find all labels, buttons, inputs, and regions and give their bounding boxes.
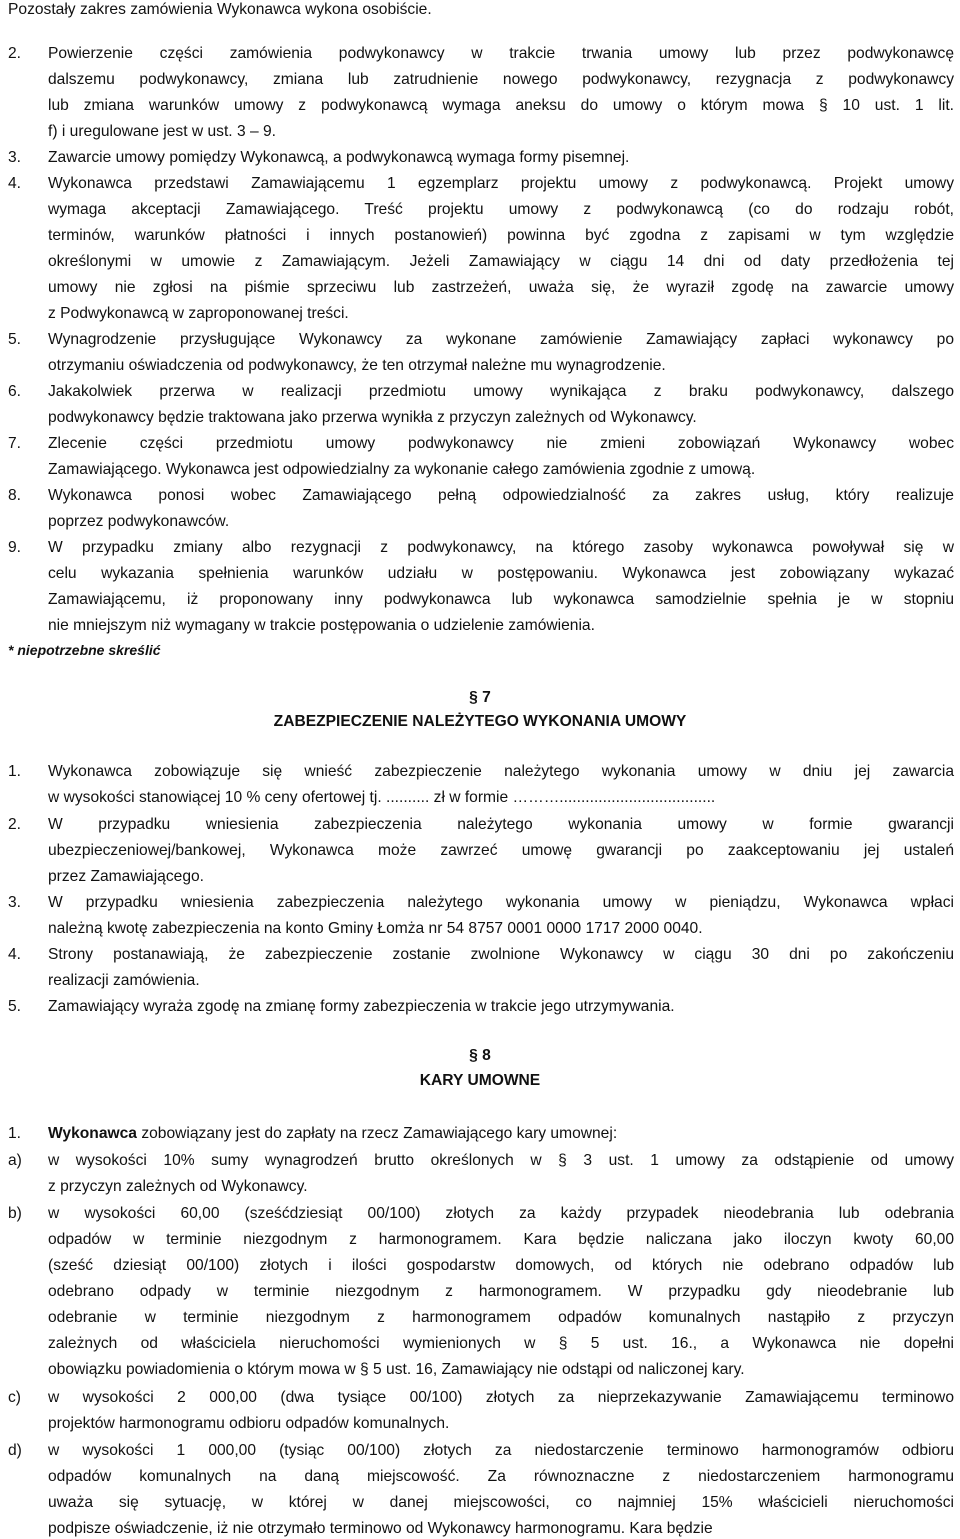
sec6_items-line: z Podwykonawcą w zaproponowanej treści.	[48, 305, 349, 322]
sec6_items-line: lub zmiana warunków umowy z podwykonawcą wymaga aneksu do umowy o którym mowa § 10 ust. 1 lit.	[48, 97, 954, 114]
sec6_items-number: 4.	[8, 175, 22, 192]
sec8.subs-line: zależnych od właściciela nieruchomości wymienionych w § 5 ust. 16., a Wykonawca nie dopełni	[48, 1335, 954, 1352]
sec8.subs-line: odpadów w terminie niezgodnym z harmonogramem. Kara będzie naliczana jako iloczyn kwoty 60,00	[48, 1231, 954, 1248]
section-8-title: KARY UMOWNE	[419, 1072, 541, 1089]
sec7.items-number: 3.	[8, 894, 22, 911]
sec8.subs-line: w wysokości 1 000,00 (tysiąc 00/100) złotych za niedostarczenie terminowo harmonogramów odbioru	[48, 1442, 954, 1459]
sec8.subs-number: c)	[8, 1389, 21, 1406]
sec8.subs-line: uważa się sytuację, w której w danej miejscowości, co najmniej 15% właścicieli nieruchomości	[48, 1494, 954, 1511]
sec6_items-line: Jakakolwiek przerwa w realizacji przedmiotu umowy wynikająca z braku podwykonawcy, dalszego	[48, 383, 954, 400]
sec8-item1-text	[48, 1124, 617, 1144]
sec8.subs-line: obowiązku powiadomienia o którym mowa w § 5 ust. 16, Zamawiający nie odstąpi od naliczonej kary.	[48, 1361, 745, 1378]
intro-text: Pozostały zakres zamówienia Wykonawca wykona osobiście.	[8, 1, 432, 18]
sec6_items-line: Zamawiającemu, iż proponowany inny podwykonawca lub wykonawca samodzielnie spełnia je w stopniu	[48, 591, 954, 608]
sec7.items-line: Wykonawca zobowiązuje się wnieść zabezpieczenie należytego wykonania umowy w dniu jej zawarcia	[48, 763, 954, 780]
sec6_items-number: 5.	[8, 331, 22, 348]
sec6_items-number: 3.	[8, 149, 22, 166]
sec6_items-line: Powierzenie części zamówienia podwykonawcy w trakcie trwania umowy lub przez podwykonawcę	[48, 45, 954, 62]
sec6_items-line: Zlecenie części przedmiotu umowy podwykonawcy nie zmieni zobowiązań Wykonawcy wobec	[48, 435, 954, 452]
footnote: * niepotrzebne skreślić	[8, 642, 161, 658]
sec6_items-line: terminów, warunków płatności i innych postanowień) powinna być zgodna z zapisami w tym względzie	[48, 227, 954, 244]
sec8-item1-number: 1.	[8, 1125, 22, 1142]
sec7.items-line: ubezpieczeniowej/bankowej, Wykonawca może zawrzeć umowę gwarancji po zaakceptowaniu jej ustaleń	[48, 842, 954, 859]
sec6_items-number: 9.	[8, 539, 22, 556]
sec7.items-line: przez Zamawiającego.	[48, 868, 205, 885]
section-8-paragraph-sign: § 8	[469, 1047, 491, 1064]
sec8.subs-number: a)	[8, 1152, 22, 1169]
sec7.items-line: W przypadku wniesienia zabezpieczenia należytego wykonania umowy w formie gwarancji	[48, 816, 954, 833]
sec6_items-line: Wykonawca ponosi wobec Zamawiającego pełną odpowiedzialność za zakres usług, który realizuje	[48, 487, 954, 504]
sec6_items-line: poprzez podwykonawców.	[48, 513, 230, 530]
sec6_items-number: 7.	[8, 435, 22, 452]
sec8.subs-number: d)	[8, 1442, 22, 1459]
sec8.subs-line: podpisze oświadczenie, iż nie otrzymało terminowo od Wykonawcy harmonogramu. Kara będzie	[48, 1520, 713, 1537]
sec7.items-line: W przypadku wniesienia zabezpieczenia należytego wykonania umowy w pieniądzu, Wykonawca wpłaci	[48, 894, 954, 911]
sec6_items-line: wymaga akceptacji Zamawiającego. Treść projektu umowy z podwykonawcą (co do rodzaju robót,	[48, 201, 954, 218]
sec7.items-number: 1.	[8, 763, 22, 780]
sec6_items-line: celu wykazania spełnienia warunków udziału w postępowaniu. Wykonawca jest zobowiązany wykazać	[48, 565, 954, 582]
sec6_items-number: 2.	[8, 45, 22, 62]
sec6_items-line: nie mniejszym niż wymagany w trakcie postępowania o udzielenie zamówienia.	[48, 617, 595, 634]
sec8.subs-line: w wysokości 2 000,00 (dwa tysiące 00/100) złotych za nieprzekazywanie Zamawiającemu terminowo	[48, 1389, 954, 1406]
sec7.items-number: 5.	[8, 998, 22, 1015]
sec6_items-line: Wynagrodzenie przysługujące Wykonawcy za wykonane zamówienie Zamawiający zapłaci wykonawcy po	[48, 331, 954, 348]
sec6_items-line: podwykonawcy będzie traktowana jako przerwa wynikła z przyczyn zależnych od Wykonawcy.	[48, 409, 697, 426]
sec7.items-number: 2.	[8, 816, 22, 833]
sec6_items-line: Wykonawca przedstawi Zamawiającemu 1 egzemplarz projektu umowy z podwykonawcą. Projekt umowy	[48, 175, 954, 192]
sec8.subs-line: w wysokości 60,00 (sześćdziesiąt 00/100) złotych za każdy przypadek nieodebrania lub odebrania	[48, 1205, 954, 1222]
sec6_items-line: W przypadku zmiany albo rezygnacji z podwykonawcy, na którego zasoby wykonawca powoływał się w	[48, 539, 954, 556]
sec8.subs-number: b)	[8, 1205, 22, 1222]
sec8.subs-line: (sześć dziesiąt 00/100) złotych i ilości gospodarstw domowych, od których nie odebrano odpadów lub	[48, 1257, 954, 1274]
sec7.items-line: w wysokości stanowiącej 10 % ceny ofertowej tj. .......... zł w formie ………....................................	[48, 789, 716, 806]
sec7.items-line: Strony postanawiają, że zabezpieczenie zostanie zwolnione Wykonawcy w ciągu 30 dni po zakończeniu	[48, 946, 954, 963]
sec6_items-line: Zamawiającego. Wykonawca jest odpowiedzialny za wykonanie całego zamówienia zgodnie z umową.	[48, 461, 756, 478]
sec8.subs-line: w wysokości 10% sumy wynagrodzeń brutto określonych w § 3 ust. 1 umowy za odstąpienie od umowy	[48, 1152, 954, 1169]
sec6_items-number: 6.	[8, 383, 22, 400]
sec8-item1-rest: zobowiązany jest do zapłaty na rzecz Zamawiającego kary umownej:	[136, 1125, 618, 1142]
sec7.items-line: realizacji zamówienia.	[48, 972, 200, 989]
section-7-paragraph-sign: § 7	[469, 689, 491, 706]
sec6_items-line: f) i uregulowane jest w ust. 3 – 9.	[48, 123, 276, 140]
sec6_items-line: Zawarcie umowy pomiędzy Wykonawcą, a podwykonawcą wymaga formy pisemnej.	[48, 149, 630, 166]
sec6_items-line: umowy nie zgłosi na piśmie sprzeciwu lub zastrzeżeń, uważa się, że wyraził zgodę na zawarcie umowy	[48, 279, 954, 296]
sec7.items-line: Zamawiający wyraża zgodę na zmianę formy zabezpieczenia w trakcie jego utrzymywania.	[48, 998, 675, 1015]
sec8.subs-line: projektów harmonogramu odbioru odpadów komunalnych.	[48, 1415, 450, 1432]
sec8.subs-line: odebrano odpady w terminie niezgodnym z harmonogramem. W przypadku gdy nieodebranie lub	[48, 1283, 954, 1300]
sec6_items-number: 8.	[8, 487, 22, 504]
sec6_items-line: określonymi w umowie z Zamawiającym. Jeżeli Zamawiający w ciągu 14 dni od daty przedłożenia tej	[48, 253, 954, 270]
sec8.subs-line: odebranie w terminie niezgodnym z harmonogramem odpadów komunalnych nastąpiło z przyczyn	[48, 1309, 954, 1326]
sec8-item1-bold: Wykonawca	[48, 1125, 137, 1142]
sec7.items-number: 4.	[8, 946, 22, 963]
sec6_items-line: dalszemu podwykonawcy, zmiana lub zatrudnienie nowego podwykonawcy, rezygnacja z podwykonawcy	[48, 71, 954, 88]
sec7.items-line: należną kwotę zabezpieczenia na konto Gminy Łomża nr 54 8757 0001 0000 1717 2000 0040.	[48, 920, 703, 937]
sec8.subs-line: odpadów komunalnych na daną miejscowość. Za równoznaczne z niedostarczeniem harmonogramu	[48, 1468, 954, 1485]
sec6_items-line: otrzymaniu oświadczenia od podwykonawcy, że ten otrzymał należne mu wynagrodzenie.	[48, 357, 666, 374]
section-7-title: ZABEZPIECZENIE NALEŻYTEGO WYKONANIA UMOWY	[273, 713, 687, 730]
sec8.subs-line: z przyczyn zależnych od Wykonawcy.	[48, 1178, 308, 1195]
